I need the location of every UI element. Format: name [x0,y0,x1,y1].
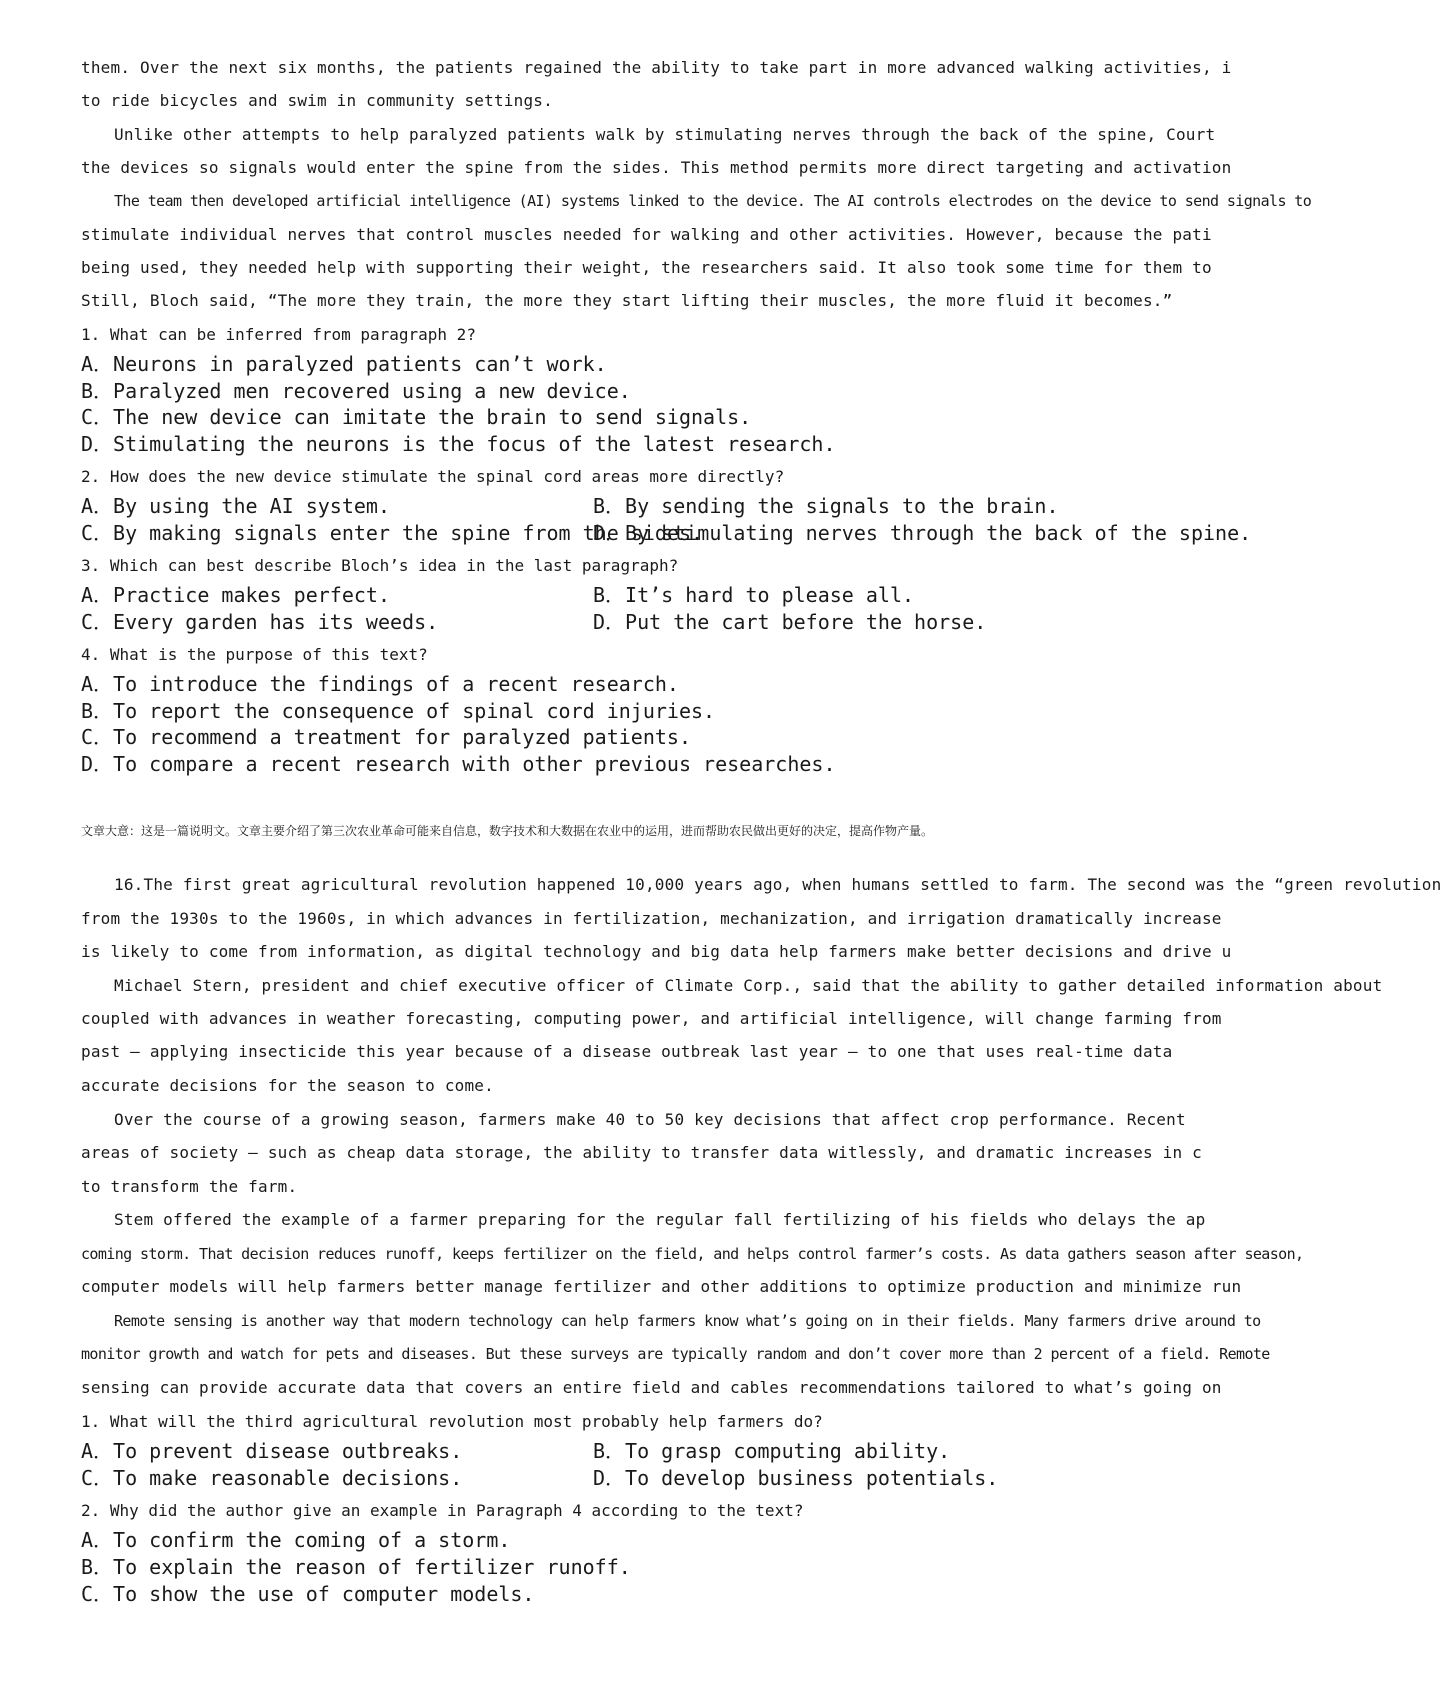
option-b: B．By sending the signals to the brain. [593,494,1059,518]
option-c: C．To make reasonable decisions. [81,1466,463,1490]
passage2-line: sensing can provide accurate data that covers an entire field and cables recommendations tailored to what’s going on [81,1378,1222,1397]
passage1-line: being used, they needed help with supporting their weight, the researchers said. It also took some time for them to [81,258,1212,277]
option-a: A．To confirm the coming of a storm. [81,1528,511,1552]
passage1-line: them. Over the next six months, the patients regained the ability to take part in more advanced walking activities, i [81,58,1232,77]
passage2-line: from the 1930s to the 1960s, in which advances in fertilization, mechanization, and irrigation dramatically increase [81,909,1222,928]
option-d: D．Put the cart before the horse. [593,610,987,634]
option-a: A．To prevent disease outbreaks. [81,1439,463,1463]
question-stem: 1. What will the third agricultural revolution most probably help farmers do? [81,1412,823,1431]
option-a: A．Neurons in paralyzed patients can’t work. [81,352,607,376]
question-stem: 2. How does the new device stimulate the spinal cord areas more directly? [81,467,785,486]
option-a: A．To introduce the findings of a recent research. [81,672,679,696]
passage2-line: monitor growth and watch for pets and diseases. But these surveys are typically random and don’t cover more than 2 percent of a field. Remote [81,1345,1270,1363]
passage2-line: accurate decisions for the season to come. [81,1076,494,1095]
passage2-line: areas of society — such as cheap data storage, the ability to transfer data witlessly, and dramatic increases in c [81,1143,1202,1162]
question-stem: 4. What is the purpose of this text? [81,645,428,664]
option-c: C．The new device can imitate the brain to send signals. [81,405,752,429]
option-c: C．To recommend a treatment for paralyzed patients. [81,725,692,749]
option-d: D．By stimulating nerves through the back of the spine. [593,521,1252,545]
option-b: B．To grasp computing ability. [593,1439,951,1463]
option-b: B．Paralyzed men recovered using a new device. [81,379,631,403]
question-stem: 1. What can be inferred from paragraph 2? [81,325,476,344]
passage2-line: coupled with advances in weather forecasting, computing power, and artificial intelligence, will change farming from [81,1009,1222,1028]
passage2-line: past — applying insecticide this year because of a disease outbreak last year — to one that uses real-time data [81,1042,1173,1061]
passage2-line: Stem offered the example of a farmer preparing for the regular fall fertilizing of his fields who delays the ap [114,1210,1206,1229]
passage2-line: coming storm. That decision reduces runoff, keeps fertilizer on the field, and helps control farmer’s costs. As data gathers season after season, [81,1245,1304,1263]
passage1-line: Unlike other attempts to help paralyzed patients walk by stimulating nerves through the back of the spine, Court [114,125,1216,144]
passage1-line: Still, Bloch said, “The more they train, the more they start lifting their muscles, the more fluid it becomes.” [81,291,1173,310]
passage1-line: stimulate individual nerves that control muscles needed for walking and other activities. However, because the pati [81,225,1212,244]
passage1-line: to ride bicycles and swim in community settings. [81,91,553,110]
option-c: C．By making signals enter the spine from the sides. [81,521,704,545]
passage2-line: Remote sensing is another way that modern technology can help farmers know what’s going on in their fields. Many farmers drive around to [114,1312,1261,1330]
option-a: A．Practice makes perfect. [81,583,390,607]
passage2-line: 16.The first great agricultural revolution happened 10,000 years ago, when humans settled to farm. The second was the “green revolution [114,875,1441,894]
option-b: B．To explain the reason of fertilizer runoff. [81,1555,631,1579]
question-stem: 2. Why did the author give an example in Paragraph 4 according to the text? [81,1501,804,1520]
passage2-line: computer models will help farmers better manage fertilizer and other additions to optimize production and minimize run [81,1277,1242,1296]
passage1-line: The team then developed artificial intelligence (AI) systems linked to the device. The AI controls electrodes on the device to send signals to [114,192,1312,210]
option-c: C．Every garden has its weeds. [81,610,439,634]
option-d: D．To develop business potentials. [593,1466,999,1490]
option-b: B．To report the consequence of spinal cord injuries. [81,699,716,723]
question-stem: 3. Which can best describe Bloch’s idea in the last paragraph? [81,556,679,575]
passage2-line: is likely to come from information, as digital technology and big data help farmers make better decisions and drive u [81,942,1232,961]
option-d: D．Stimulating the neurons is the focus of the latest research. [81,432,836,456]
option-d: D．To compare a recent research with other previous researches. [81,752,836,776]
passage2-line: Over the course of a growing season, farmers make 40 to 50 key decisions that affect crop performance. Recent [114,1110,1186,1129]
article-summary: 文章大意：这是一篇说明文。文章主要介绍了第三次农业革命可能来自信息，数字技术和大数据在农业中的运用，进而帮助农民做出更好的决定，提高作物产量。 [81,824,934,838]
passage1-line: the devices so signals would enter the spine from the sides. This method permits more direct targeting and activation [81,158,1232,177]
passage2-line: to transform the farm. [81,1177,298,1196]
option-b: B．It’s hard to please all. [593,583,915,607]
passage2-line: Michael Stern, president and chief executive officer of Climate Corp., said that the ability to gather detailed information about [114,976,1383,995]
option-a: A．By using the AI system. [81,494,390,518]
option-c: C．To show the use of computer models. [81,1582,535,1606]
